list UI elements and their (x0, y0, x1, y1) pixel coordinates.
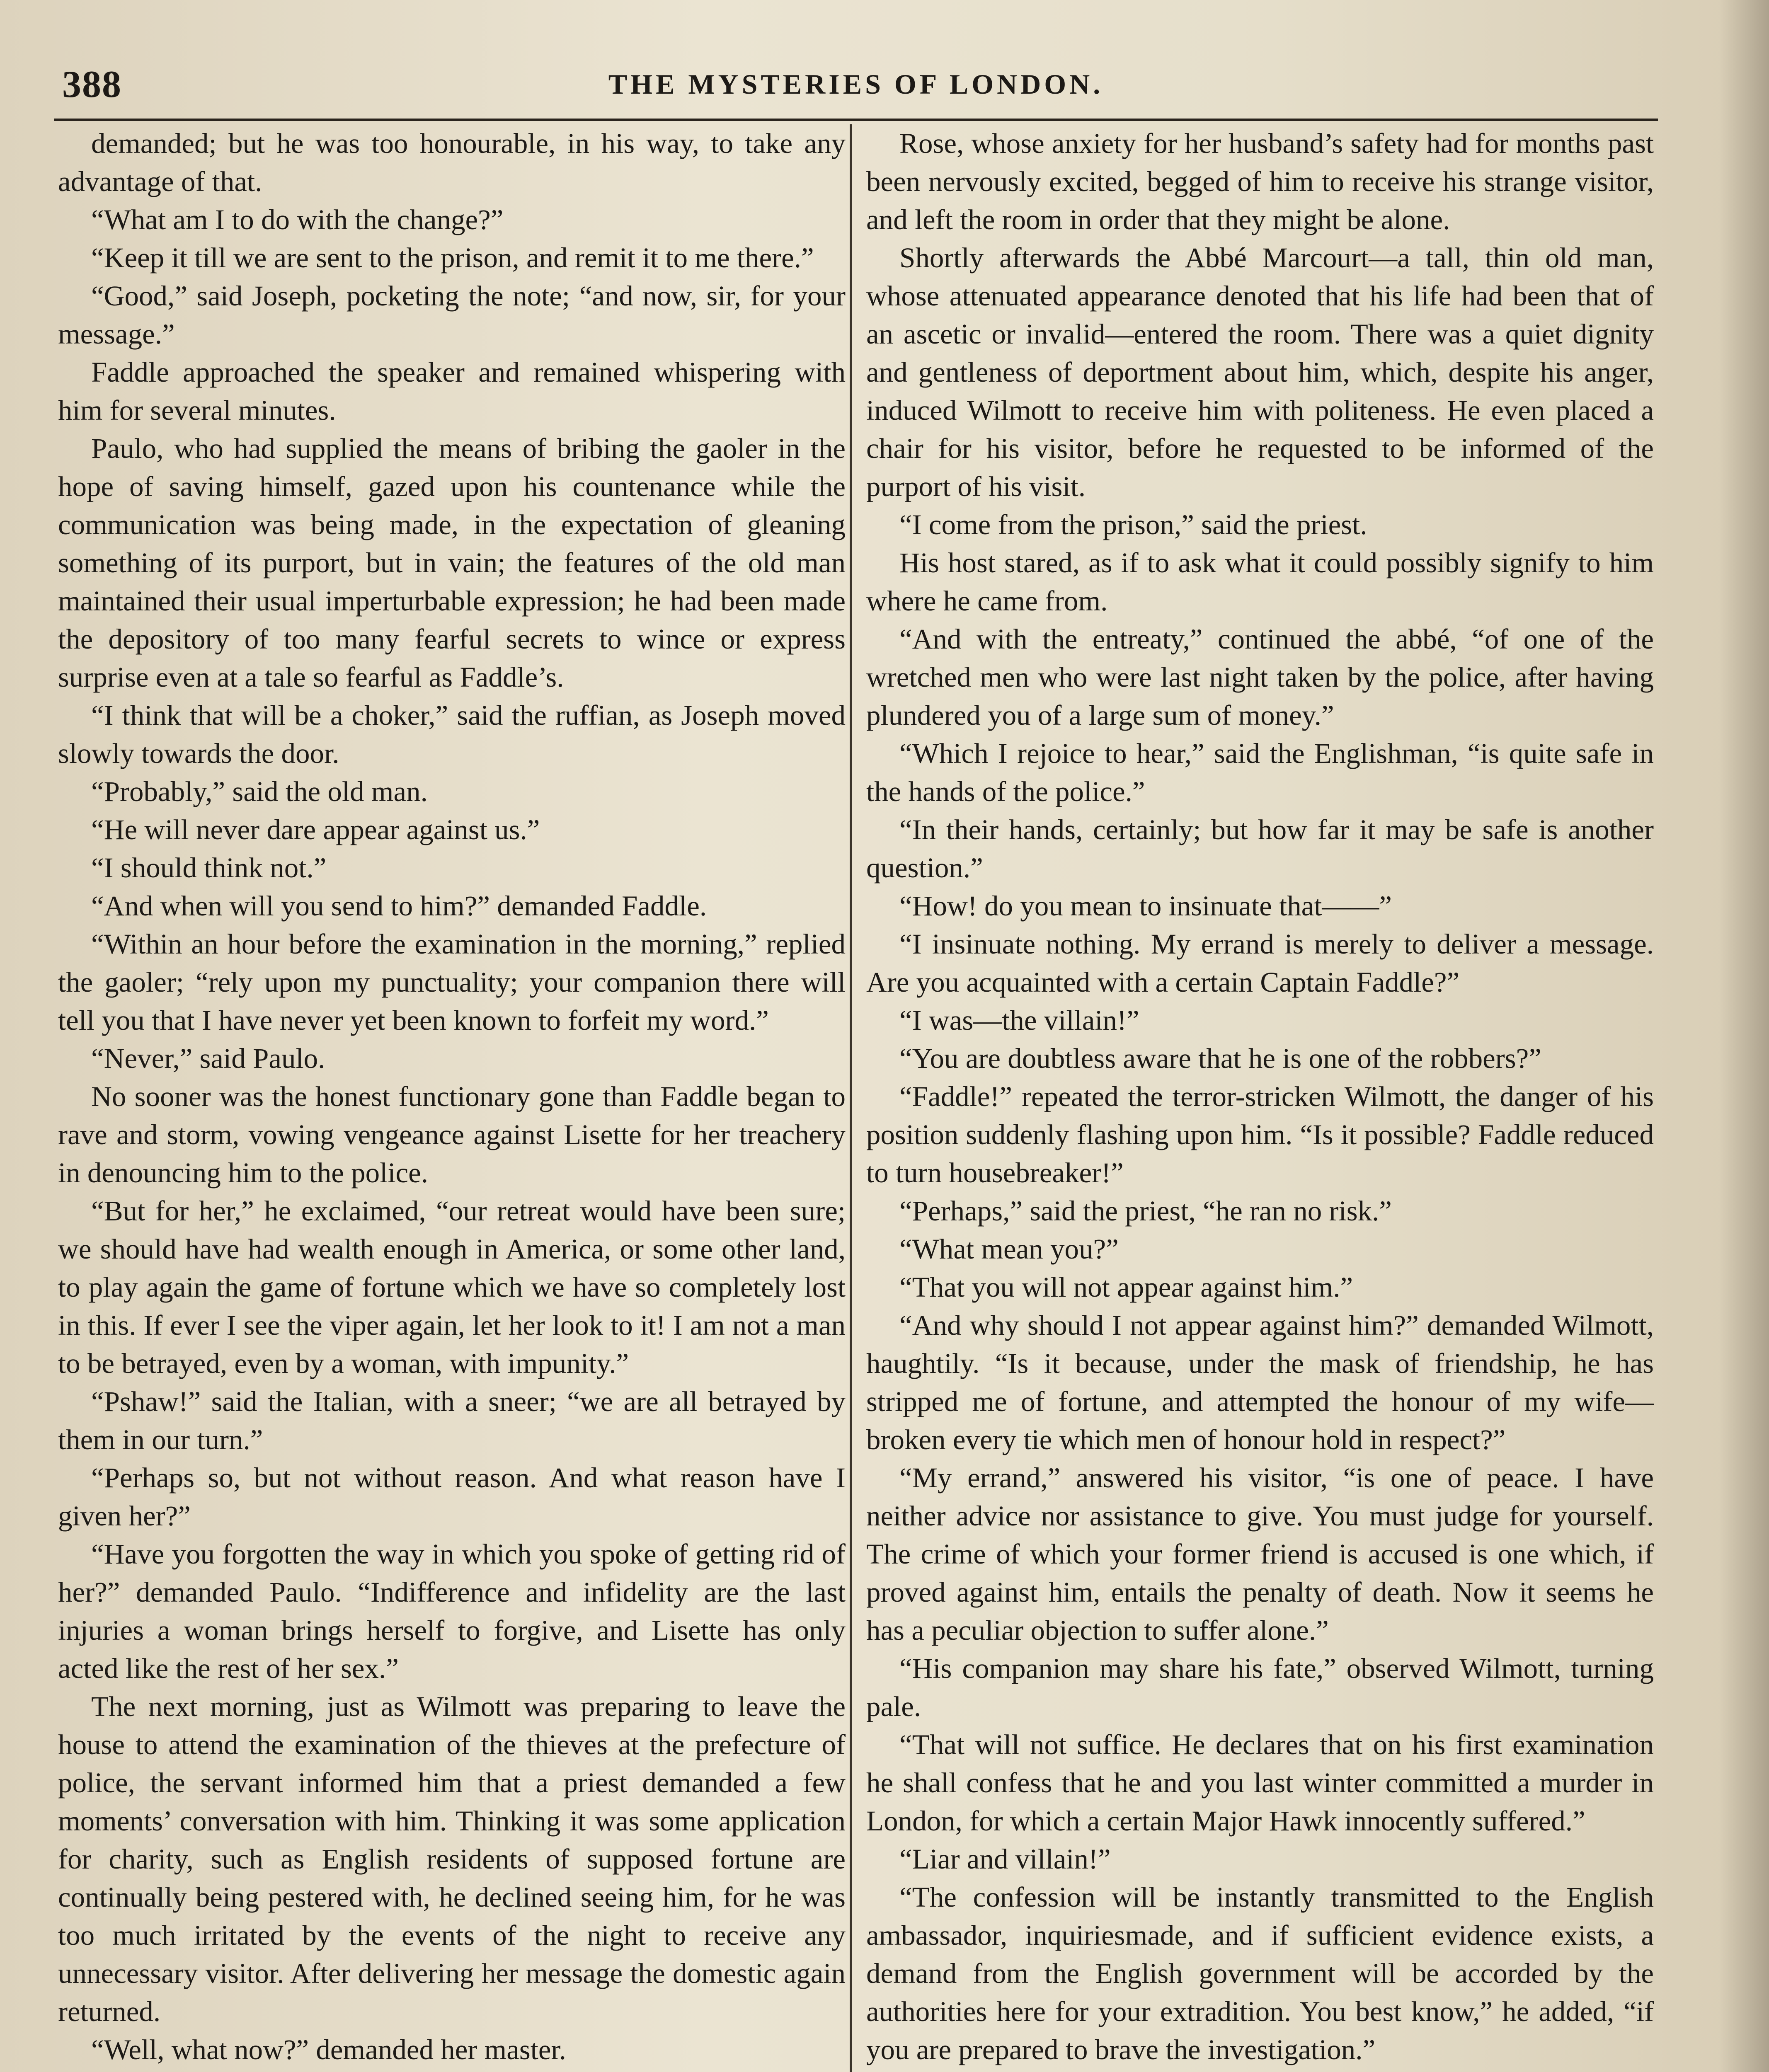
paragraph: “In their hands, certainly; but how far it may be safe is another question.” (866, 814, 1654, 884)
paragraph: “His companion may share his fate,” observed Wilmott, turning pale. (866, 1653, 1654, 1722)
paragraph: “And why should I not appear against him?” demanded Wilmott, haughtily. “Is it because, under the mask of friendship, he has stripped me of fortune, and attempted the honour of my wife—broken every tie which men of honour hold in respect?” (866, 1310, 1654, 1455)
paragraph: “Which I rejoice to hear,” said the Englishman, “is quite safe in the hands of the police.” (866, 738, 1654, 807)
column-divider (850, 124, 852, 2072)
paragraph: Shortly afterwards the Abbé Marcourt—a tall, thin old man, whose attenuated appearance denoted that his life had been that of an ascetic or invalid—entered the room. There was a quiet dignity and gentleness of deportment about him, which, despite his anger, induced Wilmott to receive him with politeness. He even placed a chair for his visitor, before he requested to be informed of the purport of his visit. (866, 242, 1654, 502)
paragraph: “But for her,” he exclaimed, “our retreat would have been sure; we should have had wealth enough in America, or some other land, to play again the game of fortune which we have so completely lost in this. If ever I see the viper again, let her look to it! I am not a man to be betrayed, even by a woman, with impunity.” (58, 1195, 846, 1379)
paragraph: “I was—the villain!” (899, 1005, 1139, 1036)
paragraph: His host stared, as if to ask what it could possibly signify to him where he came from. (866, 547, 1654, 617)
page-number: 388 (62, 63, 122, 105)
paragraph: “I come from the prison,” said the priest. (899, 509, 1367, 540)
paragraph: “What am I to do with the change?” (91, 204, 504, 235)
paragraph: “And with the entreaty,” continued the abbé, “of one of the wretched men who were last night taken by the police, after having plundered you of a large sum of money.” (866, 623, 1654, 731)
paragraph: “Good,” said Joseph, pocketing the note; “and now, sir, for your message.” (58, 280, 846, 350)
paragraph: “The confession will be instantly transmitted to the English ambassador, inquiriesmade, and if sufficient evidence exists, a demand from the English government will be accorded by the authorities here for your extradition. You best know,” he added, “if you are prepared to brave the investigation.” (866, 1881, 1654, 2065)
right-column (866, 124, 1654, 2072)
paragraph: “How! do you mean to insinuate that——” (899, 890, 1392, 922)
paragraph: “And when will you send to him?” demanded Faddle. (91, 890, 707, 922)
paragraph: Faddle approached the speaker and remained whispering with him for several minutes. (58, 356, 846, 426)
paragraph: “That you will not appear against him.” (899, 1271, 1353, 1303)
paragraph: demanded; but he was too honourable, in his way, to take any advantage of that. (58, 128, 846, 197)
paragraph: “Never,” said Paulo. (91, 1043, 325, 1074)
paragraph: “That will not suffice. He declares that on his first examination he shall confess that he and you last winter committed a murder in London, for which a certain Major Hawk innocently suffered.” (866, 1729, 1654, 1837)
page-header (54, 62, 1658, 108)
paragraph: Paulo, who had supplied the means of bribing the gaoler in the hope of saving himself, gazed upon his countenance while the communication was being made, in the expectation of gleaning something of its purport, but in vain; the features of the old man maintained their usual imperturbable expression; he had been made the depository of too many fearful secrets to wince or express surprise even at a tale so fearful as Faddle’s. (58, 433, 846, 693)
paragraph: “Probably,” said the old man. (91, 776, 428, 807)
paragraph: “Faddle!” repeated the terror-stricken Wilmott, the danger of his position suddenly flashing upon him. “Is it possible? Faddle reduced to turn housebreaker!” (866, 1081, 1654, 1188)
left-column (58, 124, 846, 2072)
paragraph: “My errand,” answered his visitor, “is one of peace. I have neither advice nor assistance to give. You must judge for yourself. The crime of which your former friend is accused is one which, if proved against him, entails the penalty of death. Now it seems he has a peculiar objection to suffer alone.” (866, 1462, 1654, 1646)
paragraph: Rose, whose anxiety for her husband’s safety had for months past been nervously excited, begged of him to receive his strange visitor, and left the room in order that they might be alone. (866, 128, 1654, 235)
paragraph: “Perhaps so, but not without reason. And what reason have I given her?” (58, 1462, 846, 1532)
page-edge-shadow (1719, 0, 1769, 2072)
paragraph: No sooner was the honest functionary gone than Faddle began to rave and storm, vowing vengeance against Lisette for her treachery in denouncing him to the police. (58, 1081, 846, 1188)
paragraph: “Keep it till we are sent to the prison, and remit it to me there.” (91, 242, 814, 274)
paragraph: “I think that will be a choker,” said the ruffian, as Joseph moved slowly towards the door. (58, 700, 846, 769)
paragraph: “Pshaw!” said the Italian, with a sneer; “we are all betrayed by them in our turn.” (58, 1386, 846, 1455)
paragraph: “You are doubtless aware that he is one of the robbers?” (899, 1043, 1541, 1074)
paragraph: “Well, what now?” demanded her master. (91, 2034, 566, 2065)
paragraph: The next morning, just as Wilmott was preparing to leave the house to attend the examination of the thieves at the prefecture of police, the servant informed him that a priest demanded a few moments’ conversation with him. Thinking it was some application for charity, such as English residents of supposed fortune are continually being pestered with, he declined seeing him, for he was too much irritated by the events of the night to receive any unnecessary visitor. After delivering her message the domestic again returned. (58, 1691, 846, 2027)
header-rule (54, 119, 1658, 121)
paragraph (58, 2069, 846, 2072)
paragraph: “Perhaps,” said the priest, “he ran no risk.” (899, 1195, 1392, 1227)
paragraph: “I should think not.” (91, 852, 327, 884)
paragraph: “What mean you?” (899, 1233, 1119, 1265)
running-title: THE MYSTERIES OF LONDON. (608, 68, 1104, 100)
paragraph: “Within an hour before the examination in the morning,” replied the gaoler; “rely upon my punctuality; your companion there will tell you that I have never yet been known to forfeit my word.” (58, 928, 846, 1036)
paragraph: “He will never dare appear against us.” (91, 814, 540, 845)
paragraph: “Liar and villain!” (899, 1843, 1111, 1875)
paragraph: “I insinuate nothing. My errand is merely to deliver a message. Are you acquainted with a certain Captain Faddle?” (866, 928, 1654, 998)
paragraph (866, 2069, 1654, 2072)
paragraph: “Have you forgotten the way in which you spoke of getting rid of her?” demanded Paulo. “Indifference and infidelity are the last injuries a woman brings herself to forgive, and Lisette has only acted like the rest of her sex.” (58, 1538, 846, 1684)
